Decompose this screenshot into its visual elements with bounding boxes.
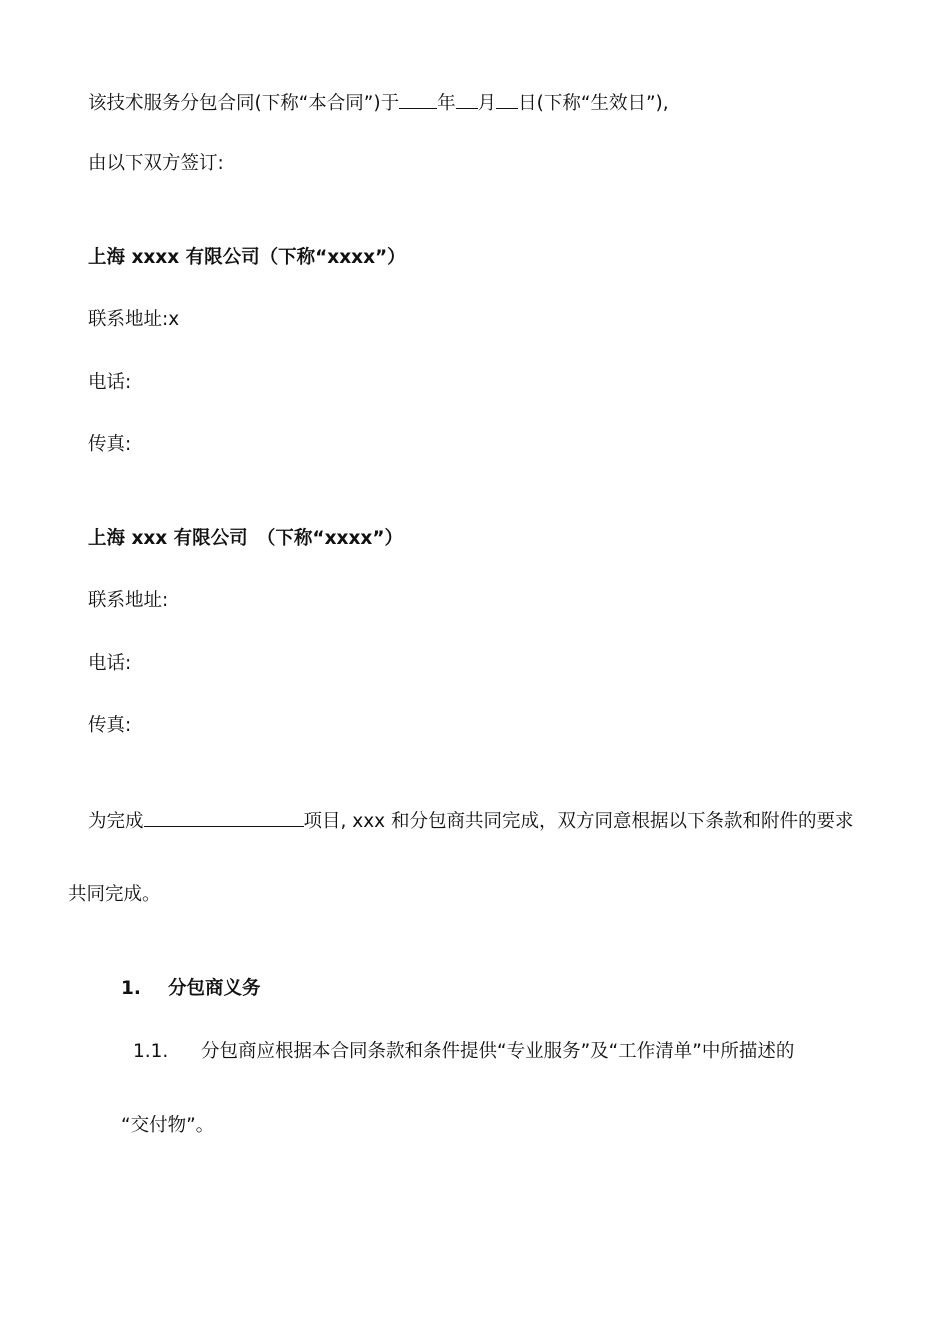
intro-line-2: 由以下双方签订:: [88, 153, 224, 174]
purpose-text-start: 为完成: [88, 811, 144, 832]
clause-1-1-number: 1.1.: [133, 1041, 169, 1062]
party2-name: 上海 xxx 有限公司 （下称“xxxx”）: [88, 528, 403, 549]
party1-address: 联系地址:x: [88, 309, 180, 330]
clause-1-1-text: 分包商应根据本合同条款和条件提供“专业服务”及“工作清单”中所描述的: [201, 1041, 795, 1062]
section-1-title: 分包商义务: [168, 978, 261, 999]
month-blank: [456, 90, 478, 109]
party1-phone: 电话:: [88, 372, 132, 393]
section-1-number: 1.: [121, 978, 141, 999]
party2-fax: 传真:: [88, 715, 132, 736]
purpose-line-1: [88, 808, 854, 834]
intro-line-1: [88, 90, 669, 116]
purpose-text-end: 项目, xxx 和分包商共同完成，双方同意根据以下条款和附件的要求: [303, 811, 854, 832]
project-blank: [144, 808, 304, 827]
month-label: 月: [477, 93, 497, 114]
clause-1-1-line-1: [133, 1040, 794, 1064]
year-blank: [399, 90, 437, 109]
party1-name: 上海 xxxx 有限公司（下称“xxxx”）: [88, 247, 406, 268]
clause-1-1-line-2: “交付物”。: [121, 1115, 215, 1136]
party1-fax: 传真:: [88, 434, 132, 455]
section-1-heading: [121, 977, 261, 1001]
party2-phone: 电话:: [88, 653, 132, 674]
intro-text-end: 日(下称“生效日”),: [518, 93, 669, 114]
day-blank: [496, 90, 518, 109]
party2-address: 联系地址:: [88, 590, 169, 611]
purpose-line-2: 共同完成。: [68, 884, 161, 905]
intro-text-start: 该技术服务分包合同(下称“本合同”)于: [88, 93, 400, 114]
year-label: 年: [437, 93, 456, 114]
